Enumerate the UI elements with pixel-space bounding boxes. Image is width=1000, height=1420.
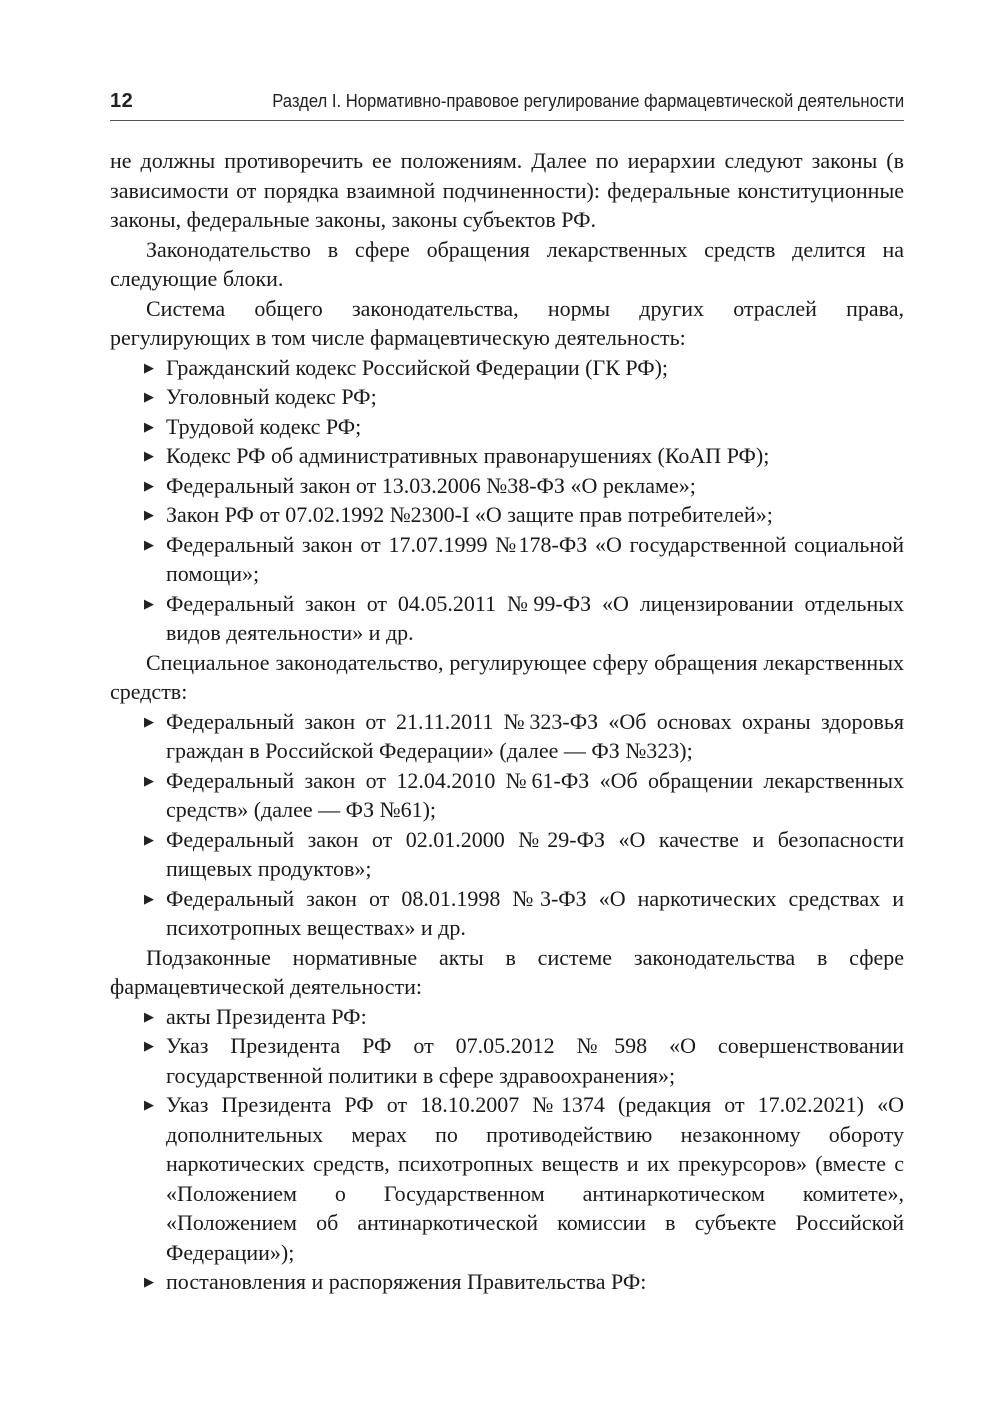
paragraph: не должны противоречить ее положениям. Далее по иерархии следуют законы (в зависимости от порядка взаимной подчиненности): федеральные конституционные законы, федеральные законы, законы субъектов РФ. bbox=[110, 148, 904, 232]
triangle-bullet-icon: ▶ bbox=[144, 359, 154, 375]
list-item-text: Гражданский кодекс Российской Федерации (ГК РФ); bbox=[166, 354, 669, 380]
body-text bbox=[110, 146, 904, 1297]
list-item bbox=[110, 766, 904, 825]
list-item bbox=[110, 530, 904, 589]
list-item bbox=[110, 412, 904, 442]
list-item bbox=[110, 825, 904, 884]
list-item bbox=[110, 1090, 904, 1267]
triangle-bullet-icon: ▶ bbox=[144, 890, 154, 906]
triangle-bullet-icon: ▶ bbox=[144, 448, 154, 463]
triangle-bullet-icon: ▶ bbox=[144, 389, 154, 404]
list-item-text: Закон РФ от 07.02.1992 №2300-I «О защите прав потребителей»; bbox=[166, 502, 773, 527]
page-number: 12 bbox=[110, 90, 134, 112]
list-item bbox=[110, 1031, 904, 1090]
list-item-text: акты Президента РФ: bbox=[166, 1003, 367, 1029]
list-item-text: Федеральный закон от 13.03.2006 №38-ФЗ «О рекламе»; bbox=[166, 472, 696, 498]
triangle-bullet-icon: ▶ bbox=[144, 536, 154, 552]
list-item-text: Указ Президента РФ от 07.05.2012 №598 «О совершенствовании государственной политики в сфере здравоохранения»; bbox=[166, 1033, 904, 1088]
triangle-bullet-icon: ▶ bbox=[144, 713, 154, 729]
list-item-text: постановления и распоряжения Правительства РФ: bbox=[166, 1269, 647, 1294]
triangle-bullet-icon: ▶ bbox=[144, 1274, 154, 1289]
triangle-bullet-icon: ▶ bbox=[144, 507, 154, 522]
list-item-text: Указ Президента РФ от 18.10.2007 №1374 (редакция от 17.02.2021) «О дополнительных мерах по противодействию незаконному обороту наркотических средств, психотропных веществ и их прекурсоров» (вместе с «Положением о Государственном антинаркотическом комитете», «Положением об антинаркотической комиссии в субъекте Российской Федерации»); bbox=[166, 1092, 904, 1265]
list-item-text: Уголовный кодекс РФ; bbox=[166, 384, 377, 409]
list-item bbox=[110, 1267, 904, 1297]
triangle-bullet-icon: ▶ bbox=[144, 772, 154, 788]
running-title: Раздел I. Нормативно-правовое регулирование фармацевтической деятельности bbox=[272, 90, 904, 111]
list-item bbox=[110, 1002, 904, 1032]
list-item-text: Федеральный закон от 21.11.2011 №323-ФЗ «Об основах охраны здоровья граждан в Российской Федерации» (далее — ФЗ №323); bbox=[166, 708, 904, 763]
paragraph: Система общего законодательства, нормы других отраслей права, регулирующих в том числе фармацевтическую деятельность: bbox=[110, 295, 904, 350]
paragraph: Специальное законодательство, регулирующее сферу обращения лекарственных средств: bbox=[110, 649, 904, 704]
triangle-bullet-icon: ▶ bbox=[144, 1097, 154, 1112]
list-item bbox=[110, 471, 904, 501]
list-item bbox=[110, 707, 904, 766]
triangle-bullet-icon: ▶ bbox=[144, 477, 154, 493]
list-item bbox=[110, 500, 904, 530]
list-item-text: Кодекс РФ об административных правонарушениях (КоАП РФ); bbox=[166, 443, 770, 468]
page-header bbox=[110, 90, 904, 121]
special-law-list bbox=[110, 707, 904, 943]
triangle-bullet-icon: ▶ bbox=[144, 595, 154, 611]
list-item-text: Федеральный закон от 17.07.1999 №178-ФЗ «О государственной социальной помощи»; bbox=[166, 531, 904, 586]
paragraph: Законодательство в сфере обращения лекарственных средств делится на следующие блоки. bbox=[110, 236, 904, 291]
paragraph: Подзаконные нормативные акты в системе законодательства в сфере фармацевтической деятельности: bbox=[110, 944, 904, 999]
list-item-text: Трудовой кодекс РФ; bbox=[166, 413, 362, 439]
list-item-text: Федеральный закон от 08.01.1998 №3-ФЗ «О наркотических средствах и психотропных веществах» и др. bbox=[166, 885, 904, 940]
triangle-bullet-icon: ▶ bbox=[144, 1038, 154, 1053]
triangle-bullet-icon: ▶ bbox=[144, 1008, 154, 1024]
list-item bbox=[110, 353, 904, 383]
list-item-text: Федеральный закон от 02.01.2000 №29-ФЗ «О качестве и безопасности пищевых продуктов»; bbox=[166, 826, 904, 881]
bylaw-list bbox=[110, 1002, 904, 1297]
list-item bbox=[110, 589, 904, 648]
triangle-bullet-icon: ▶ bbox=[144, 418, 154, 434]
list-item bbox=[110, 884, 904, 943]
list-item bbox=[110, 441, 904, 471]
general-law-list bbox=[110, 353, 904, 648]
list-item-text: Федеральный закон от 12.04.2010 №61-ФЗ «Об обращении лекарственных средств» (далее — ФЗ №61); bbox=[166, 767, 904, 822]
list-item-text: Федеральный закон от 04.05.2011 №99-ФЗ «О лицензировании отдельных видов деятельности» и др. bbox=[166, 590, 904, 645]
triangle-bullet-icon: ▶ bbox=[144, 831, 154, 847]
list-item bbox=[110, 382, 904, 412]
